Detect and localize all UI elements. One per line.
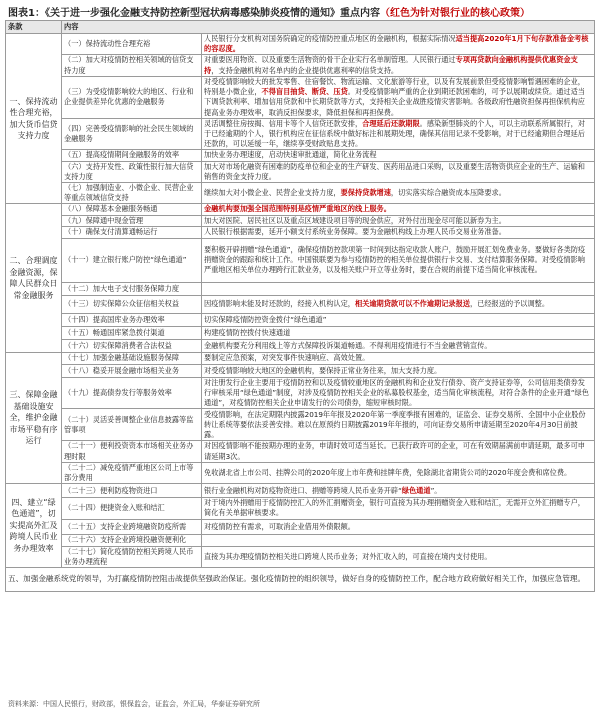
content-text: ，支持金融机构对名单内的企业提供优惠利率的信贷支持。 xyxy=(211,65,399,75)
clause-content xyxy=(202,313,595,326)
table-row xyxy=(6,339,595,352)
table-row xyxy=(6,282,595,295)
content-text: 灵活调整住房按揭、信用卡等个人信贷还款安排， xyxy=(204,118,363,128)
header-content: 内容 xyxy=(62,21,595,34)
table-row xyxy=(6,352,595,364)
clause-item: （八）保障基本金融服务畅通 xyxy=(62,204,202,215)
figure-title-note: （红色为针对银行业的核心政策） xyxy=(379,8,530,19)
clause-content xyxy=(202,441,595,462)
table-row xyxy=(6,546,595,567)
clause-item: （三）为受疫情影响较大的地区、行业和企业提供差异化优惠的金融服务 xyxy=(62,76,202,118)
table-body xyxy=(6,34,595,592)
clause-content xyxy=(202,295,595,313)
content-text: 受疫情影响，在法定期限内披露2019年年报及2020年第一季度季报有困难的，证监会、证券交易所、全国中小企业股份转让系统等要依法妥善安排。难以在原预约日期披露2019年年报的，可向证券交易所申请延期至2020年4月30日前披露。 xyxy=(204,409,586,440)
table-row xyxy=(6,326,595,339)
clause-content xyxy=(202,364,595,377)
clause-content xyxy=(202,215,595,226)
content-text: 免收湖北省上市公司、挂牌公司的2020年度上市年费和挂牌年费，免除湖北省期货公司的2020年度会费和席位费。 xyxy=(204,467,572,477)
content-text: 对于境内外捐赠用于疫情防控汇入的外汇捐赠资金，银行可直接为其办理捐赠资金入账和结汇，无需开立外汇捐赠专户，简化有关单据审核要求。 xyxy=(204,498,585,518)
highlight-text: 金融机构要加强全国范围特别是疫情严重地区的线上服务。 xyxy=(204,204,391,214)
table-header-row xyxy=(6,21,595,34)
table-row xyxy=(6,204,595,215)
section-category: 四、建立“绿色通道”，切实提高外汇及跨境人民币业务办理效率 xyxy=(6,484,62,568)
content-text: 加大对医院、居民社区以及重点区域建设项目等的现金供应，对外付出现金尽可能以新券为主。 xyxy=(204,215,506,225)
clause-content xyxy=(202,76,595,118)
content-text: 直接为其办理疫情防控相关进口跨境人民币业务；对外汇收入的，可直接在境内支付使用。 xyxy=(204,551,492,561)
figure-title xyxy=(8,4,530,19)
content-text: 。感染新型肺炎的个人，可以主动联系所属银行，对于已经逾期的个人，银行机构应在征信系统中做好标注和展期处理，确保其信用记录不受影响，对于已经逾期但合理延后还款的，可以延缓一年，继续享受财政贴息支持。 xyxy=(204,118,585,149)
content-text: 继续加大对小微企业、民营企业支持力度， xyxy=(204,188,341,198)
content-text: 要制定应急预案，对突发事件快速响应、高效处置。 xyxy=(204,353,370,363)
content-text: 对注册发行企业主要用于疫情防控和以及疫情较重地区的金融机构和企业发行债券、资产支持证券等，公司信用类债券发行审核采用“绿色通道”制度，对涉及疫情防控相关企业的私募股权基金，适当简化审核流程，对符合条件的企业开通“绿色通道”，对疫情防控相关企业申请发行的公司债券，缩短审核时限。 xyxy=(204,377,589,408)
table-row xyxy=(6,313,595,326)
content-text: 对因疫情影响不能按期办理的业务，申请时效可适当延长。已获行政许可的企业，可在有效期届满前申请延期，最多可申请延期3次。 xyxy=(204,441,585,461)
content-text: 人民银行分支机构对国务院确定的疫情防控重点地区的金融机构，根据实际情况 xyxy=(204,34,456,43)
clause-item: （十一）建立银行账户防控“绿色通道” xyxy=(62,238,202,282)
highlight-text: 合理延后还款期限 xyxy=(362,118,420,128)
clause-item: （四）完善受疫情影响的社会民生领域的金融服务 xyxy=(62,118,202,150)
table-row xyxy=(6,183,595,204)
highlight-text: 适当提高2020年1月下旬存款准备金考核的容忍度。 xyxy=(204,34,589,54)
content-text: 构建疫情防控拨付快速通道 xyxy=(204,327,291,337)
header-clause: 条款 xyxy=(6,21,62,34)
clause-item: （九）保障通中现金管理 xyxy=(62,215,202,226)
highlight-text: 专项再贷款向金融机构提供优惠资金支持 xyxy=(204,55,578,75)
section-category: 一、保持流动性合理充裕，加大货币信贷支持力度 xyxy=(6,34,62,204)
content-text: 加快业务办理速度，启动快速审批通道，简化业务流程 xyxy=(204,150,377,160)
table-row xyxy=(6,484,595,498)
clause-content xyxy=(202,226,595,238)
clause-item: （十二）加大电子支付服务保障力度 xyxy=(62,282,202,295)
table-row xyxy=(6,215,595,226)
table-row xyxy=(6,498,595,519)
content-text: ，切实落实综合融资成本压降要求。 xyxy=(390,188,506,198)
table-row xyxy=(6,226,595,238)
clause-content xyxy=(202,409,595,441)
table-row xyxy=(6,364,595,377)
clause-item: （十五）畅通国库紧急拨付渠道 xyxy=(62,326,202,339)
clause-content xyxy=(202,282,595,295)
policy-table xyxy=(5,20,595,592)
clause-content xyxy=(202,462,595,483)
clause-item: （二十七）简化疫情防控相关跨境人民币业务办理流程 xyxy=(62,546,202,567)
clause-content xyxy=(202,55,595,76)
content-text: 对疫情防控有需求，可取消企业借用外债限额。 xyxy=(204,521,355,531)
source-note: 资料来源：中国人民银行，财政部，银保监会，证监会，外汇局，华泰证券研究所 xyxy=(8,700,260,708)
clause-item: （七）加强制造业、小微企业、民营企业等重点领域信贷支持 xyxy=(62,183,202,204)
table-row xyxy=(6,519,595,534)
content-text: 对受疫情影响较大地区的金融机构，要保持正常业务往来，加大支持力度。 xyxy=(204,365,442,375)
clause-content xyxy=(202,161,595,182)
clause-item: （十八）稳妥开展金融市场相关业务 xyxy=(62,364,202,377)
clause-item: （二）加大对疫情防控相关领域的信贷支持力度 xyxy=(62,55,202,76)
clause-item: （二十五）支持企业跨境融资防疫所需 xyxy=(62,519,202,534)
clause-content xyxy=(202,546,595,567)
table-row xyxy=(6,238,595,282)
content-text: 对受疫情影响较大的批发零售、住宿餐饮、物流运输、文化旅游等行业，以及有发展前景但受疫情影响暂遇困难的企业，特别是小微企业， xyxy=(204,76,585,97)
content-text: ”。 xyxy=(430,485,442,495)
table-row xyxy=(6,150,595,161)
section-category: 三、保障金融基础设施安全，维护金融市场平稳有序运行 xyxy=(6,352,62,483)
table-row xyxy=(6,441,595,462)
table-row xyxy=(6,295,595,313)
figure-title-text: 图表1：《关于进一步强化金融支持防控新型冠状病毒感染肺炎疫情的通知》重点内容 xyxy=(8,8,380,19)
table-row xyxy=(6,377,595,409)
clause-item: （二十三）便利防疫物资进口 xyxy=(62,484,202,498)
final-clause: 五、加强金融系统党的领导，为打赢疫情防控阻击战提供坚强政治保证。强化疫情防控的组织领导，做好自身的疫情防控工作，配合地方政府做好相关工作，加强应急管理。 xyxy=(6,568,595,592)
clause-content xyxy=(202,204,595,215)
clause-item: （十）确保支付清算通畅运行 xyxy=(62,226,202,238)
clause-content xyxy=(202,484,595,498)
table-row xyxy=(6,34,595,55)
clause-content xyxy=(202,238,595,282)
table-row-final xyxy=(6,568,595,592)
clause-item: （二十一）便利投资资本市场相关业务办理时限 xyxy=(62,441,202,462)
clause-item: （二十二）减免疫情严重地区公司上市等部分费用 xyxy=(62,462,202,483)
table-row xyxy=(6,55,595,76)
content-text: 银行业金融机构对防疫物资进口、捐赠等跨境人民币业务开辟“ xyxy=(204,485,402,495)
clause-item: （一）保持流动性合理充裕 xyxy=(62,34,202,55)
content-text: 金融机构要充分利用线上等方式保障投诉渠道畅通。不得利用疫情进行不当金融营销宣传。 xyxy=(204,340,492,350)
content-text: 切实保障疫情防控资金拨付“绿色通道” xyxy=(204,314,327,324)
table-row xyxy=(6,534,595,546)
content-text: 要积极开辟捐赠“绿色通道”，确保疫情防控款项第一时间到达指定收款人账户，鼓励开展汇划免费业务。要做好各类防疫捐赠资金的跟踪和统计工作。中国银联要为参与疫情防控的相关单位提供银行卡交易、支付结算服务保障。对受疫情影响严重地区相关单位办理跨行汇款业务，以及相关账户开立等业务时，要在合规的前提下适当简化审核流程。 xyxy=(204,245,586,275)
clause-item: （十四）提高国库业务办理效率 xyxy=(62,313,202,326)
clause-content xyxy=(202,498,595,519)
clause-item: （五）提高疫情期间金融服务的效率 xyxy=(62,150,202,161)
table-row xyxy=(6,161,595,182)
content-text: 人民银行根据需要，延开小额支付系统业务保障。要为金融机构线上办理人民币交易业务准备。 xyxy=(204,227,506,237)
highlight-text: 相关逾期贷款可以不作逾期记录报送 xyxy=(354,299,470,309)
clause-item: （十七）加强金融基础设施服务保障 xyxy=(62,352,202,364)
clause-item: （十六）切实保障消费者合法权益 xyxy=(62,339,202,352)
clause-item: （十三）切实保障公众征信相关权益 xyxy=(62,295,202,313)
clause-content xyxy=(202,34,595,55)
clause-content xyxy=(202,377,595,409)
highlight-text: 不得盲目抽贷、断贷、压贷 xyxy=(261,87,348,97)
content-text: 因疫情影响未能及时还款的，经接入机构认定， xyxy=(204,299,355,309)
clause-content xyxy=(202,150,595,161)
clause-item: （六）支持开发性、政策性银行加大信贷支持力度 xyxy=(62,161,202,182)
section-category: 二、合理调度金融资源，保障人民群众日常金融服务 xyxy=(6,204,62,352)
content-text: 。对受疫情影响严重的企业到期还款困难的，可予以展期或续贷。通过适当下调贷款利率、增加信用贷款和中长期贷款等方式，支持相关企业战胜疫情灾害影响。各级政府性融资担保再担保机构应提高业务办理效率，取消反担保要求，降低担保和再担保费。 xyxy=(204,87,585,117)
clause-content xyxy=(202,183,595,204)
clause-content xyxy=(202,519,595,534)
table-row xyxy=(6,76,595,118)
content-text: ，已经报送的予以调整。 xyxy=(469,299,550,309)
clause-content xyxy=(202,352,595,364)
clause-item: （十九）提高债券发行等服务效率 xyxy=(62,377,202,409)
highlight-text: 绿色通道 xyxy=(401,485,431,495)
table-row xyxy=(6,118,595,150)
table-row xyxy=(6,409,595,441)
clause-content xyxy=(202,118,595,150)
table-row xyxy=(6,462,595,483)
highlight-text: 要保持贷款增速 xyxy=(340,188,391,198)
clause-item: （二十）灵活妥善调整企业信息披露等监管事项 xyxy=(62,409,202,441)
clause-content xyxy=(202,339,595,352)
content-text: 对重要医用物资、以及重要生活物资的骨干企业实行名单制管理。人民银行通过 xyxy=(204,55,456,65)
clause-item: （二十四）便捷资金入账和结汇 xyxy=(62,498,202,519)
clause-item: （二十六）支持企业跨境投融资便利化 xyxy=(62,534,202,546)
clause-content xyxy=(202,534,595,546)
content-text: 加大对市场化融资有困难的防疫单位和企业的生产研发、医药用品进口采购，以及重要生活物资供应企业的生产、运输和销售的资金支持力度。 xyxy=(204,161,585,181)
clause-content xyxy=(202,326,595,339)
